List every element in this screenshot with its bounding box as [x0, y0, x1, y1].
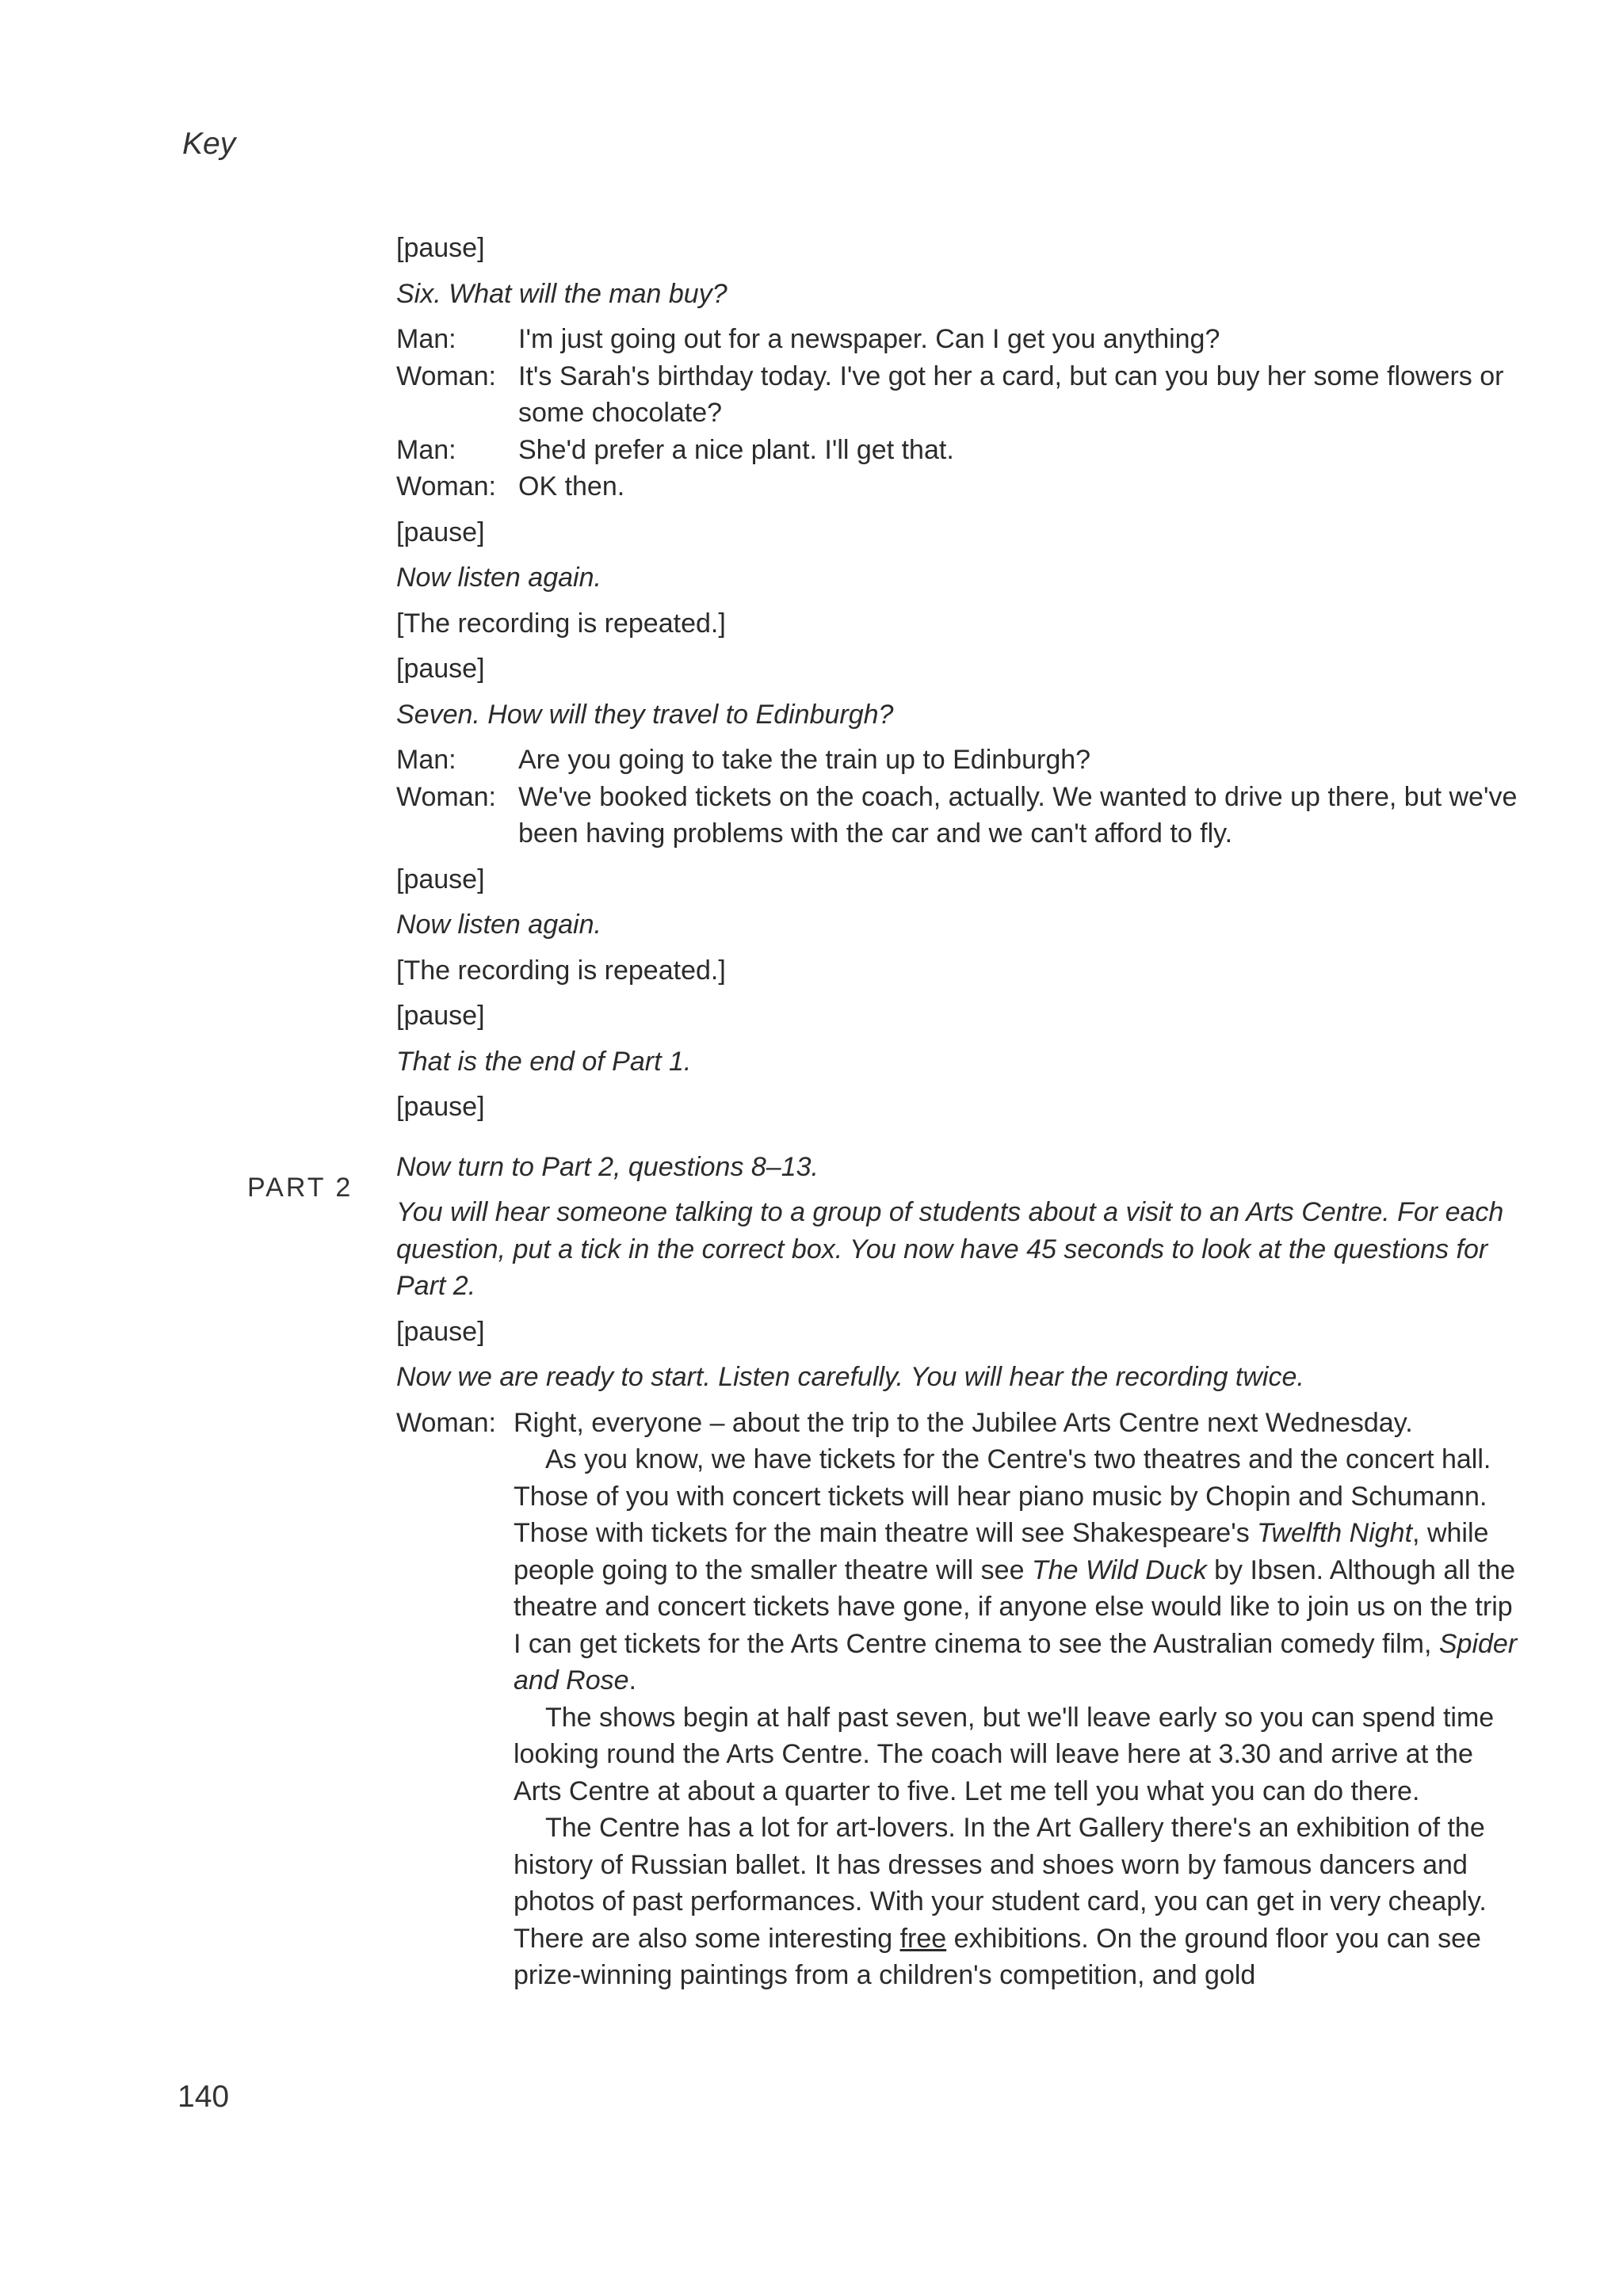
- paragraph: [514, 1810, 1522, 1994]
- question-seven: Seven. How will they travel to Edinburgh?: [396, 699, 894, 730]
- running-head: Key: [182, 127, 236, 161]
- title-spider-and-rose: Spider and Rose: [514, 1628, 1518, 1695]
- dialog-text: It's Sarah's birthday today. I've got her a card, but can you buy her some flowers or some chocolate?: [518, 360, 1504, 428]
- paragraph: [514, 1441, 1522, 1699]
- part-2-instructions: You will hear someone talking to a group of students about a visit to an Arts Centre. For each question, put a tick in the correct box. You now have 45 seconds to look at the questions for Part 2.: [396, 1197, 1504, 1301]
- dialog-line: [396, 468, 1522, 505]
- speaker-label: Man:: [396, 324, 456, 354]
- repeated-note: [The recording is repeated.]: [396, 608, 726, 639]
- underlined-free: free: [899, 1923, 947, 1954]
- dialog-line: [396, 358, 1522, 432]
- page-number: 140: [178, 2080, 230, 2114]
- pause-note: [pause]: [396, 864, 485, 894]
- speaker-label: Man:: [396, 434, 456, 465]
- speaker-label: Woman:: [396, 471, 496, 502]
- pause-note: [pause]: [396, 1092, 485, 1122]
- text-run: , while people going to the smaller theatre will see: [514, 1518, 1489, 1585]
- dialog-text: OK then.: [518, 471, 625, 502]
- repeated-note: [The recording is repeated.]: [396, 955, 726, 986]
- speaker-label: Woman:: [396, 360, 496, 391]
- title-twelfth-night: Twelfth Night: [1257, 1518, 1413, 1548]
- dialog-text: Are you going to take the train up to Edinburgh?: [518, 745, 1091, 775]
- dialog-question-six: [396, 321, 1522, 505]
- dialog-text: She'd prefer a nice plant. I'll get that.: [518, 434, 954, 465]
- section-label-part-2: PART 2: [247, 1173, 353, 1203]
- listen-again-note: Now listen again.: [396, 910, 601, 940]
- question-six: Six. What will the man buy?: [396, 278, 727, 309]
- text-run: by Ibsen. Although all the theatre and concert tickets have gone, if anyone else would like to join us on the trip I can get tickets for the Arts Centre cinema to see the Australian comedy film,: [514, 1554, 1516, 1659]
- dialog-text: I'm just going out for a newspaper. Can I get you anything?: [518, 324, 1220, 354]
- dialog-line: [396, 742, 1522, 779]
- end-of-part-1: That is the end of Part 1.: [396, 1046, 692, 1077]
- pause-note: [pause]: [396, 654, 485, 684]
- monologue-text: [514, 1405, 1522, 1994]
- dialog-line: [396, 321, 1522, 358]
- ready-note: Now we are ready to start. Listen carefully. You will hear the recording twice.: [396, 1362, 1304, 1392]
- part-2-monologue: [396, 1405, 1522, 1994]
- dialog-question-seven: [396, 742, 1522, 852]
- dialog-line: [396, 432, 1522, 469]
- dialog-line: [396, 779, 1522, 852]
- speaker-label: Woman:: [396, 781, 496, 812]
- title-wild-duck: The Wild Duck: [1031, 1554, 1207, 1585]
- listen-again-note: Now listen again.: [396, 563, 601, 593]
- paragraph: Right, everyone – about the trip to the Jubilee Arts Centre next Wednesday.: [514, 1407, 1413, 1438]
- dialog-text: We've booked tickets on the coach, actually. We wanted to drive up there, but we've been having problems with the car and we can't afford to fly.: [518, 781, 1518, 849]
- pause-note: [pause]: [396, 1001, 485, 1031]
- text-run: The Centre has a lot for art-lovers. In the Art Gallery there's an exhibition of the history of Russian ballet. It has dresses and shoes worn by famous dancers and photos of past performances. With your student card, you can get in very cheaply. There are also some interesting: [514, 1813, 1487, 1954]
- pause-note: [pause]: [396, 517, 485, 547]
- text-run: exhibitions. On the ground floor you can see prize-winning paintings from a children's competition, and gold: [514, 1923, 1481, 1990]
- paragraph: The shows begin at half past seven, but we'll leave early so you can spend time looking round the Arts Centre. The coach will leave here at 3.30 and arrive at the Arts Centre at about a quarter to five. Let me tell you what you can do there.: [514, 1702, 1495, 1806]
- pause-note: [pause]: [396, 1316, 485, 1347]
- text-run: As you know, we have tickets for the Centre's two theatres and the concert hall. Those of you with concert tickets will hear piano music by Chopin and Schumann. Those with tickets for the main theatre will see Shakespeare's: [514, 1444, 1491, 1548]
- speaker-label: Man:: [396, 745, 456, 775]
- pause-note: [pause]: [396, 233, 485, 263]
- transcript-body: [396, 230, 1522, 1994]
- part-2-heading: Now turn to Part 2, questions 8–13.: [396, 1151, 819, 1182]
- text-run: .: [628, 1665, 636, 1695]
- speaker-label: Woman:: [396, 1407, 496, 1438]
